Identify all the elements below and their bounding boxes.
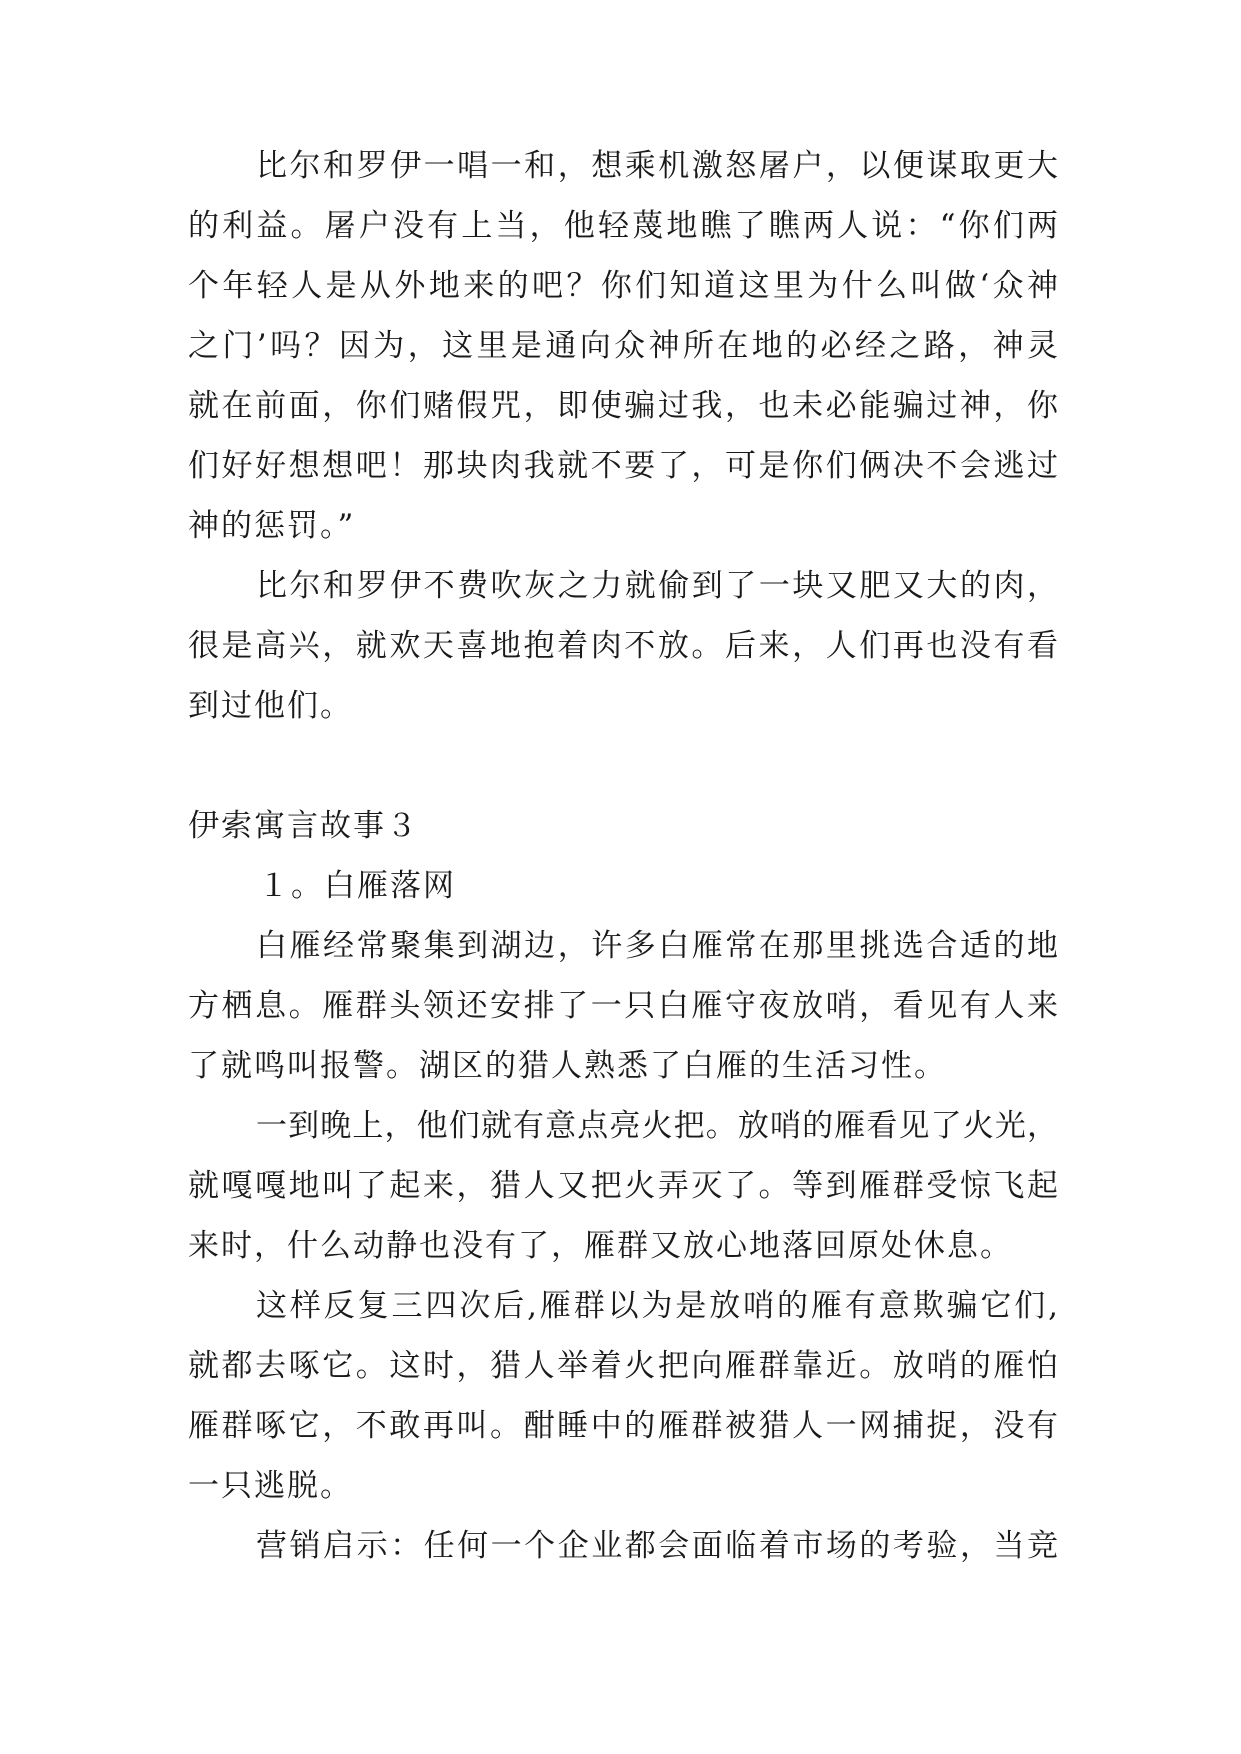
text-line: 雁群啄它，不敢再叫。酣睡中的雁群被猎人一网捕捉，没有 — [188, 1408, 1058, 1444]
text-line: 一到晚上，他们就有意点亮火把。放哨的雁看见了火光， — [256, 1108, 1058, 1144]
text-line: 比尔和罗伊不费吹灰之力就偷到了一块又肥又大的肉， — [256, 568, 1058, 604]
text-line: 们好好想想吧！那块肉我就不要了，可是你们俩决不会逃过 — [188, 448, 1058, 484]
text-line: 这样反复三四次后,雁群以为是放哨的雁有意欺骗它们, — [256, 1288, 1058, 1324]
text-line: 就在前面，你们赌假咒，即使骗过我，也未必能骗过神，你 — [188, 388, 1058, 424]
text-line: 到过他们。 — [188, 688, 353, 724]
subsection-heading: １。白雁落网 — [258, 868, 456, 904]
text-line: 个年轻人是从外地来的吧？你们知道这里为什么叫做‘众神 — [188, 268, 1058, 304]
text-line: 一只逃脱。 — [188, 1468, 353, 1504]
text-line: 来时，什么动静也没有了，雁群又放心地落回原处休息。 — [188, 1228, 1013, 1264]
text-line: 神的惩罚。” — [188, 508, 356, 544]
text-line: 了就鸣叫报警。湖区的猎人熟悉了白雁的生活习性。 — [188, 1048, 947, 1084]
text-line: 就嘎嘎地叫了起来，猎人又把火弄灭了。等到雁群受惊飞起 — [188, 1168, 1058, 1204]
text-line: 之门’吗？因为，这里是通向众神所在地的必经之路，神灵 — [188, 328, 1058, 364]
text-line: 的利益。屠户没有上当，他轻蔑地瞧了瞧两人说：“你们两 — [188, 208, 1058, 244]
text-line: 白雁经常聚集到湖边，许多白雁常在那里挑选合适的地 — [256, 928, 1058, 964]
text-line: 就都去啄它。这时，猎人举着火把向雁群靠近。放哨的雁怕 — [188, 1348, 1058, 1384]
text-line: 很是高兴，就欢天喜地抱着肉不放。后来，人们再也没有看 — [188, 628, 1058, 664]
section-heading: 伊索寓言故事３ — [188, 808, 419, 844]
text-line: 比尔和罗伊一唱一和，想乘机激怒屠户，以便谋取更大 — [256, 148, 1058, 184]
text-line: 营销启示：任何一个企业都会面临着市场的考验，当竞 — [256, 1528, 1058, 1564]
text-line: 方栖息。雁群头领还安排了一只白雁守夜放哨，看见有人来 — [188, 988, 1058, 1024]
